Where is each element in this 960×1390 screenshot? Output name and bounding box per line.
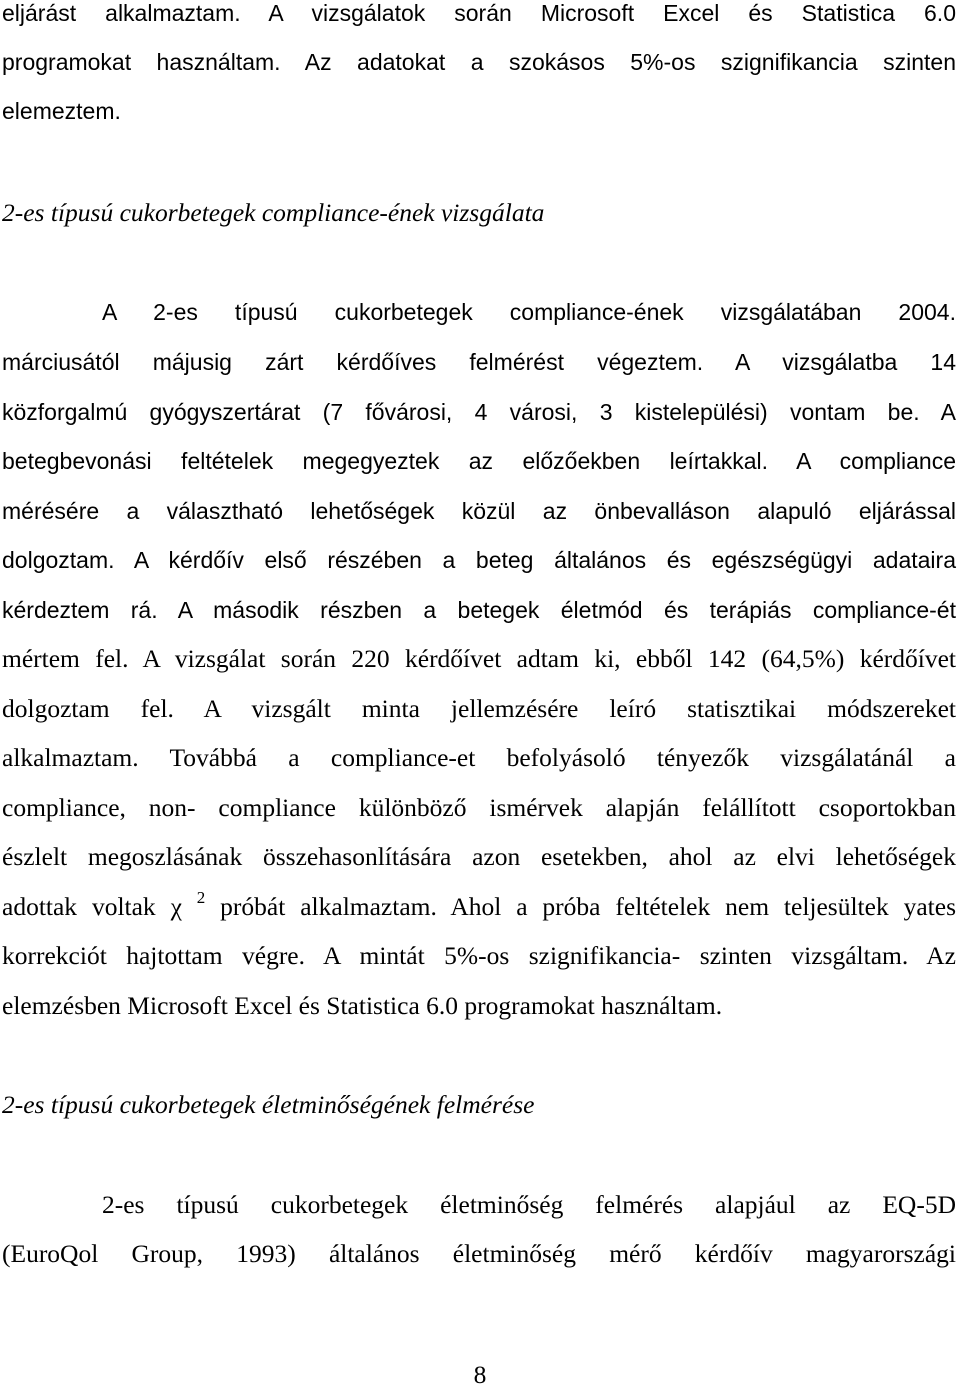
paragraph-line: korrekciót hajtottam végre. A mintát 5%-os szignifikancia- szinten vizsgáltam. Az [2, 941, 956, 970]
paragraph-line: mérésére a választható lehetőségek közül az önbevalláson alapuló eljárással [2, 498, 956, 524]
paragraph-line: alkalmaztam. Továbbá a compliance-et befolyásoló tényezők vizsgálatánál a [2, 743, 956, 772]
page-number: 8 [473, 1360, 487, 1389]
chi-superscript: 2 [196, 888, 206, 907]
paragraph-line: elemeztem. [2, 98, 121, 124]
paragraph-line: dolgoztam fel. A vizsgált minta jellemzésére leíró statisztikai módszereket [2, 694, 956, 723]
paragraph-line: észlelt megoszlásának összehasonlítására azon esetekben, ahol az elvi lehetőségek [2, 842, 956, 871]
paragraph-line: eljárást alkalmaztam. A vizsgálatok során Microsoft Excel és Statistica 6.0 [2, 0, 956, 26]
paragraph-line: kérdeztem rá. A második részben a betegek életmód és terápiás compliance-ét [2, 597, 956, 623]
paragraph-line: betegbevonási feltételek megegyeztek az előzőekben leírtakkal. A compliance [2, 448, 956, 474]
paragraph-line: elemzésben Microsoft Excel és Statistica 6.0 programokat használtam. [2, 991, 723, 1020]
paragraph-line: közforgalmú gyógyszertárat (7 fővárosi, 4 városi, 3 kistelepülési) vontam be. A [2, 399, 956, 425]
paragraph-line: programokat használtam. Az adatokat a szokásos 5%-os szignifikancia szinten [2, 49, 956, 75]
section-heading: 2-es típusú cukorbetegek compliance-ének vizsgálata [2, 198, 545, 227]
paragraph-line: A 2-es típusú cukorbetegek compliance-ének vizsgálatában 2004. [102, 299, 956, 325]
paragraph-line: compliance, non- compliance különböző ismérvek alapján felállított csoportokban [2, 793, 956, 822]
paragraph-line: 2-es típusú cukorbetegek életminőség felmérés alapjául az EQ-5D [102, 1190, 956, 1219]
paragraph-line: mértem fel. A vizsgálat során 220 kérdőívet adtam ki, ebből 142 (64,5%) kérdőívet [2, 644, 956, 673]
paragraph-line: márciusától májusig zárt kérdőíves felmérést végeztem. A vizsgálatba 14 [2, 349, 956, 375]
paragraph-line: dolgoztam. A kérdőív első részében a beteg általános és egészségügyi adataira [2, 547, 956, 573]
chi-line-before: adottak voltak [2, 892, 171, 921]
chi-symbol: χ [170, 892, 182, 921]
paragraph-line-chi [2, 890, 956, 924]
section-heading: 2-es típusú cukorbetegek életminőségének felmérése [2, 1090, 535, 1119]
chi-line-after: próbát alkalmaztam. Ahol a próba feltételek nem teljesültek yates [205, 892, 956, 921]
paragraph-line: (EuroQol Group, 1993) általános életminőség mérő kérdőív magyarországi [2, 1239, 956, 1268]
